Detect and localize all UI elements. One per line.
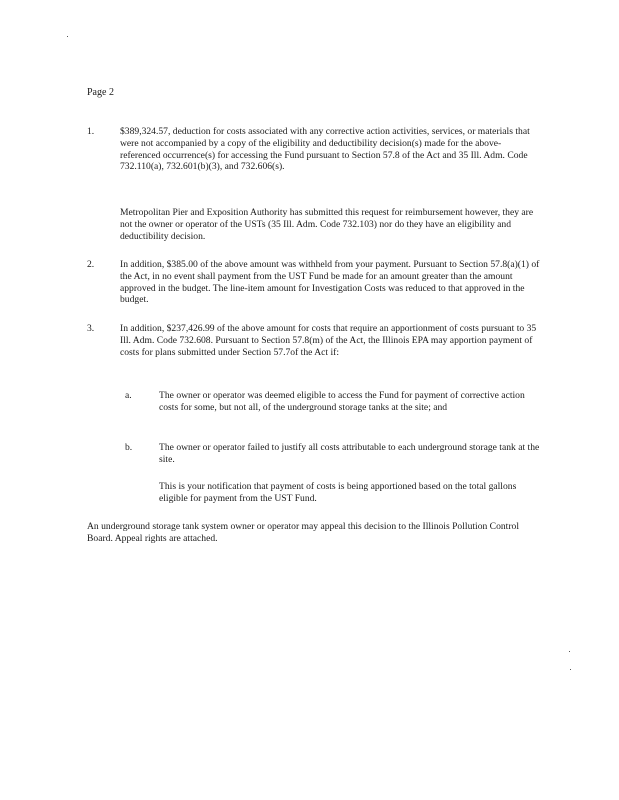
subitem-letter: b.	[125, 442, 133, 453]
subitem-letter: a.	[125, 390, 132, 401]
item-note: This is your notification that payment of costs is being apportioned based on the total gallons eligible for payment from the UST Fund.	[159, 481, 517, 504]
scan-speck	[569, 651, 570, 652]
subitem-text: The owner or operator was deemed eligible to access the Fund for payment of corrective action costs for some, but not all, of the underground storage tanks at the site; and	[159, 390, 525, 413]
page-label: Page 2	[87, 87, 114, 98]
item-text: In addition, $237,426.99 of the above amount for costs that require an apportionment of costs pursuant to 35 Ill. Adm. Code 732.608. Pursuant to Section 57.8(m) of the Act, the Illinois EPA may apportion payment of costs for plans submitted under Section 57.7of the Act if:	[120, 323, 537, 358]
item-number: 1.	[87, 126, 95, 137]
scan-speck	[67, 36, 68, 37]
subitem-text: The owner or operator failed to justify all costs attributable to each underground storage tank at the site.	[159, 442, 540, 465]
scan-speck	[570, 669, 571, 670]
item-number: 3.	[87, 323, 95, 334]
item-text: $389,324.57, deduction for costs associated with any corrective action activities, services, or materials that were not accompanied by a copy of the eligibility and deductibility decision(s) made for the above-referenced occurrence(s) for accessing the Fund pursuant to Section 57.8 of the Act and 35 Ill. Adm. Code 732.110(a), 732.601(b)(3), and 732.606(s).	[120, 126, 530, 173]
item-number: 2.	[87, 259, 95, 270]
closing-paragraph: An underground storage tank system owner or operator may appeal this decision to the Illinois Pollution Control Board. Appeal rights are attached.	[87, 521, 519, 544]
item-text: In addition, $385.00 of the above amount was withheld from your payment. Pursuant to Section 57.8(a)(1) of the Act, in no event shall payment from the UST Fund be made for an amount greater than the amount approved in the budget. The line-item amount for Investigation Costs was reduced to that approved in the budget.	[120, 259, 540, 306]
item-note: Metropolitan Pier and Exposition Authority has submitted this request for reimbursement however, they are not the owner or operator of the USTs (35 Ill. Adm. Code 732.103) nor do they have an eligibility and deductibility decision.	[120, 207, 534, 242]
